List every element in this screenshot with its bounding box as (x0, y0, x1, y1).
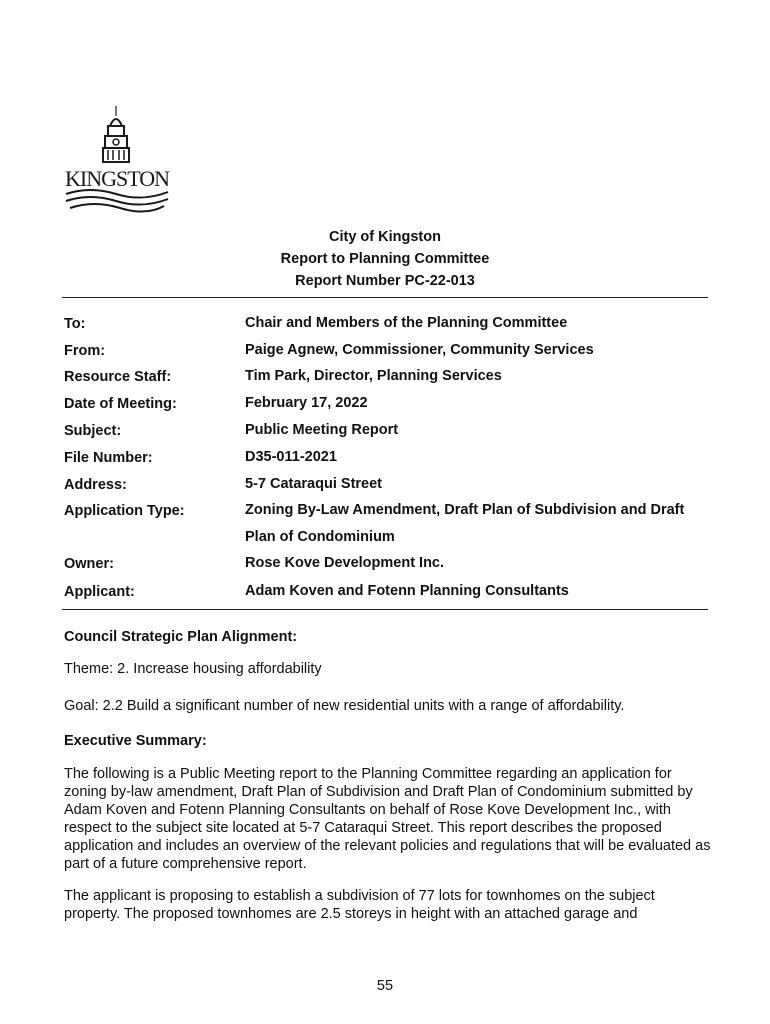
top-divider (62, 297, 708, 298)
staff-label: Resource Staff: (64, 369, 172, 385)
apptype-label: Application Type: (64, 503, 185, 519)
kingston-logo (60, 104, 172, 216)
summary-heading: Executive Summary: (64, 733, 207, 749)
strategic-heading: Council Strategic Plan Alignment: (64, 629, 298, 645)
file-label: File Number: (64, 450, 153, 466)
logo-wordmark: KINGSTON (65, 166, 170, 191)
staff-value: Tim Park, Director, Planning Services (245, 368, 502, 384)
org-name: City of Kingston (329, 229, 441, 245)
address-value: 5-7 Cataraqui Street (245, 476, 382, 492)
date-value: February 17, 2022 (245, 395, 368, 411)
date-label: Date of Meeting: (64, 396, 177, 412)
subject-label: Subject: (64, 423, 122, 439)
subject-value: Public Meeting Report (245, 422, 399, 438)
strategic-theme: Theme: 2. Increase housing affordability (64, 661, 322, 677)
owner-label: Owner: (64, 556, 114, 572)
file-value: D35-011-2021 (245, 449, 337, 465)
apptype-value: Zoning By-Law Amendment, Draft Plan of Subdivision and Draft Plan of Condominium (245, 502, 685, 545)
applicant-value: Adam Koven and Fotenn Planning Consultants (245, 583, 569, 599)
from-label: From: (64, 343, 106, 359)
report-title: Report to Planning Committee (280, 251, 490, 267)
report-number: Report Number PC-22-013 (295, 273, 475, 289)
strategic-goal: Goal: 2.2 Build a significant number of new residential units with a range of affordability. (64, 698, 625, 714)
owner-value: Rose Kove Development Inc. (245, 555, 445, 571)
from-value: Paige Agnew, Commissioner, Community Services (245, 342, 594, 358)
to-label: To: (64, 316, 86, 332)
address-label: Address: (64, 477, 127, 493)
to-value: Chair and Members of the Planning Committee (245, 315, 568, 331)
applicant-label: Applicant: (64, 584, 135, 600)
bottom-divider (62, 609, 708, 610)
page-number: 55 (376, 978, 394, 994)
summary-paragraph-2: The applicant is proposing to establish a subdivision of 77 lots for townhomes on the subject property. The proposed townhomes are 2.5 storeys in height with an attached garage and (64, 888, 655, 922)
summary-paragraph-1: The following is a Public Meeting report to the Planning Committee regarding an application for zoning by-law amendment, Draft Plan of Subdivision and Draft Plan of Condominium submitted by Adam Koven and Fotenn Planning Consultants on behalf of Rose Kove Development Inc., with respect to the subject site located at 5-7 Cataraqui Street. This report describes the proposed application and includes an overview of the relevant policies and regulations that will be evaluated as part of a future comprehensive report. (64, 766, 711, 872)
